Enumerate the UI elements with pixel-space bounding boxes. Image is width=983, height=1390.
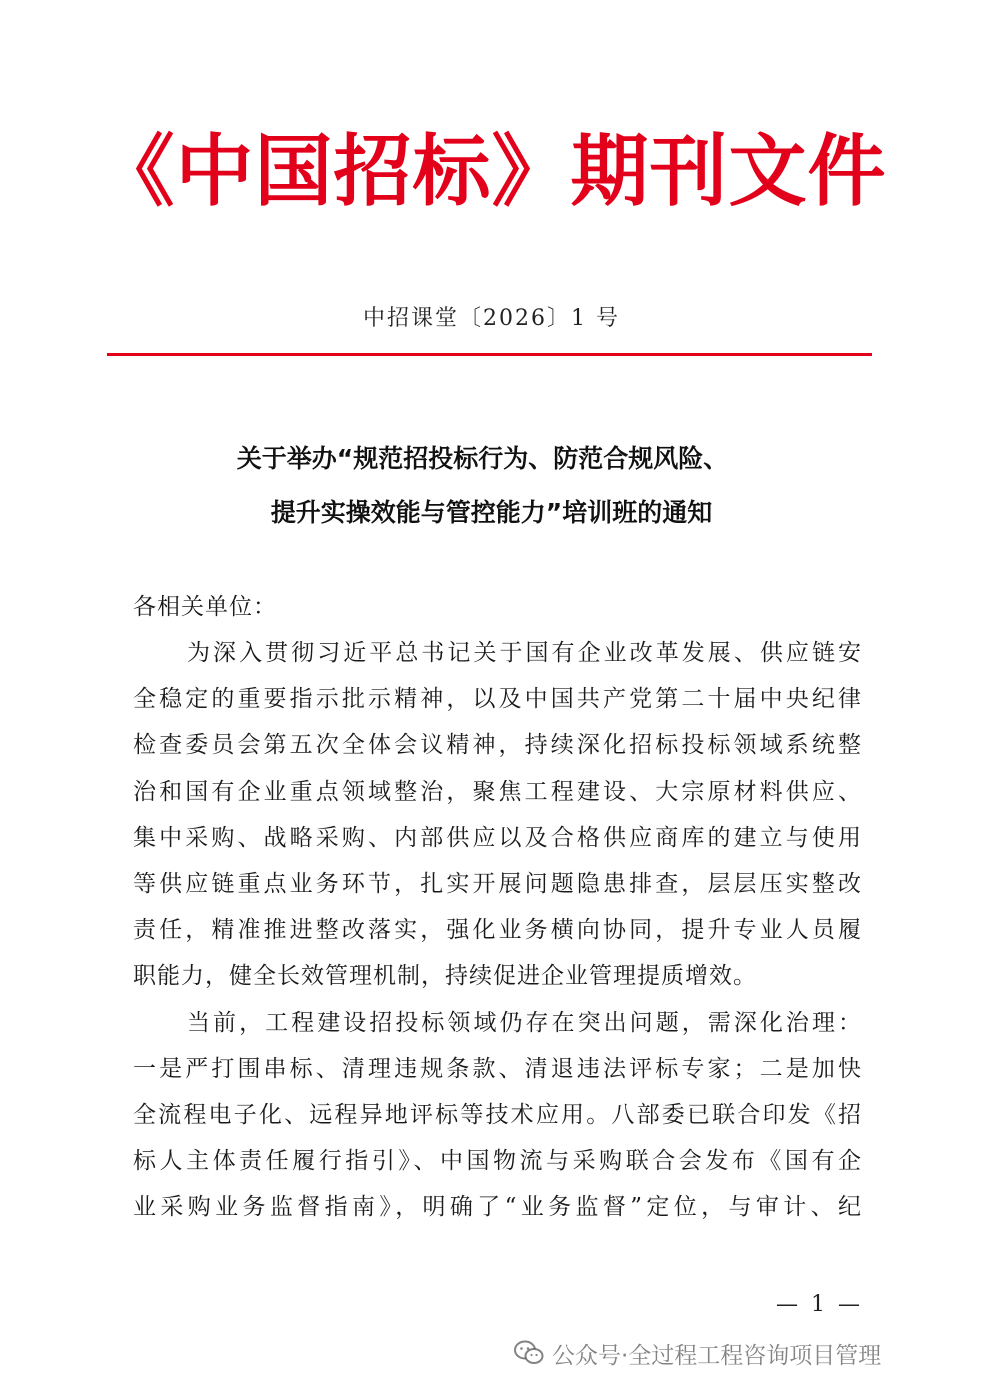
- document-number: 中招课堂〔2026〕1 号: [363, 306, 620, 331]
- body-text: [133, 630, 861, 1230]
- text-line: 职能力，健全长效管理机制，持续促进企业管理提质增效。: [133, 963, 757, 990]
- text-line: 标人主体责任履行指引》、中国物流与采购联合会发布《国有企: [133, 1148, 861, 1175]
- text-line: 等供应链重点业务环节，扎实开展问题隐患排查，层层压实整改: [133, 870, 861, 897]
- notice-title-line-2: 提升实操效能与管控能力”培训班的通知: [270, 498, 713, 527]
- watermark: [514, 1333, 881, 1373]
- masthead-title: 《中国招标》期刊文件: [96, 126, 887, 217]
- notice-title-line-1: 关于举办“规范招投标行为、防范合规风险、: [236, 444, 729, 473]
- text-line: 全流程电子化、远程异地评标等技术应用。八部委已联合印发《招: [133, 1101, 861, 1128]
- paragraph-2: [133, 1000, 861, 1231]
- text-line: 一是严打围串标、清理违规条款、清退违法评标专家；二是加快: [133, 1055, 861, 1082]
- text-line: 检查委员会第五次全体会议精神，持续深化招标投标领域系统整: [133, 732, 861, 759]
- red-divider-line: [107, 353, 872, 356]
- salutation: 各相关单位：: [133, 594, 277, 620]
- text-line: 治和国有企业重点领域整治，聚焦工程建设、大宗原材料供应、: [133, 778, 861, 805]
- page-number: — 1 —: [776, 1292, 863, 1317]
- wechat-icon: [514, 1340, 544, 1366]
- text-line: 为深入贯彻习近平总书记关于国有企业改革发展、供应链安: [187, 640, 861, 666]
- notice-title: [0, 432, 983, 540]
- text-line: 责任，精准推进整改落实，强化业务横向协同，提升专业人员履: [133, 917, 861, 944]
- text-line: 全稳定的重要指示批示精神，以及中国共产党第二十届中央纪律: [133, 686, 861, 713]
- text-line: 业采购业务监督指南》，明确了“业务监督”定位，与审计、纪: [133, 1194, 861, 1221]
- text-line: 集中采购、战略采购、内部供应以及合格供应商库的建立与使用: [133, 824, 861, 851]
- paragraph-1: [133, 630, 861, 1000]
- text-line: 当前，工程建设招投标领域仍存在突出问题，需深化治理：: [187, 1009, 861, 1036]
- watermark-text: 公众号·全过程工程咨询项目管理: [552, 1342, 882, 1369]
